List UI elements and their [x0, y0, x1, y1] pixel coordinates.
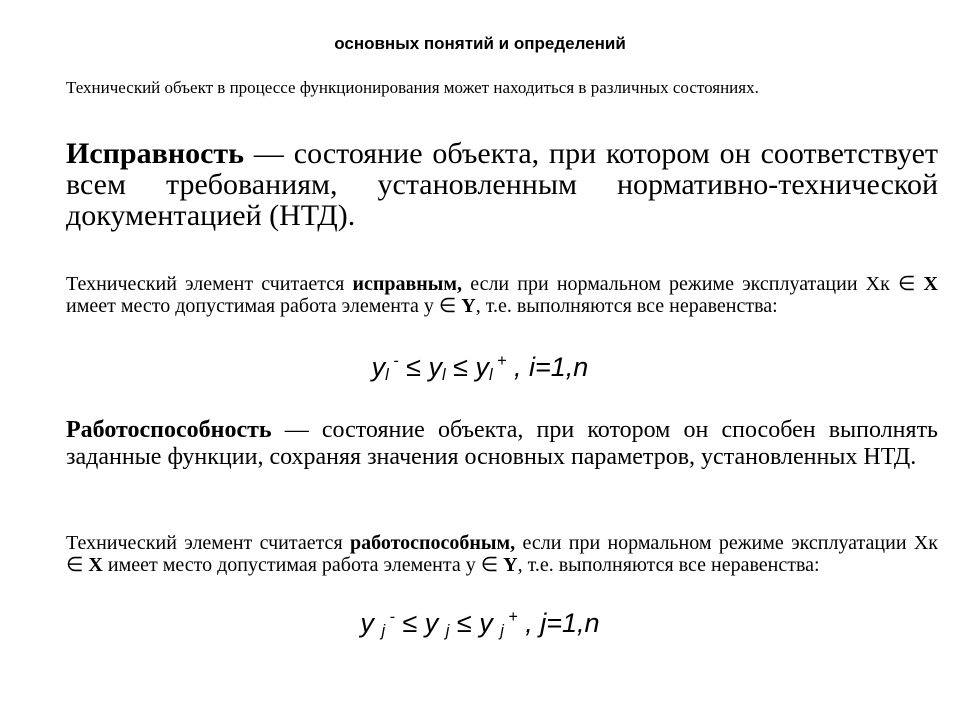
equation-part: y — [371, 352, 386, 382]
equation-superscript: - — [388, 352, 399, 370]
equation-subscript: j — [500, 622, 504, 640]
definition-term: Исправность — [66, 137, 245, 170]
equation-part: ≤ y — [394, 608, 446, 638]
definition-term: Работоспособность — [66, 417, 272, 443]
equation-part: ≤ y — [445, 352, 489, 382]
equation-superscript: + — [503, 608, 518, 626]
paragraph-text: Технический элемент считается — [66, 273, 353, 295]
paragraph-text: имеет место допустимая работа элемента y ∈ — [66, 295, 462, 317]
definition-text: — состояние объекта, при котором он соответствует всем требованиям, установленным нормативно-технической документацией (НТД). — [66, 137, 938, 232]
equation-part: , j=1,n — [517, 608, 600, 638]
equation-subscript: l — [385, 366, 389, 384]
definition-operability — [66, 417, 938, 471]
equation-part: ≤ y — [449, 608, 501, 638]
page-title: основных понятий и определений — [334, 34, 626, 53]
equation-part: y — [360, 608, 382, 638]
equation-part: , i=1,n — [506, 352, 589, 382]
set-symbol: Y — [503, 554, 518, 576]
set-symbol: Y — [461, 295, 476, 317]
equation-subscript: l — [442, 366, 446, 384]
paragraph-text: имеет место допустимая работа элемента y ∈ — [102, 554, 504, 576]
operable-condition-paragraph — [66, 532, 938, 576]
definition-text: — состояние объекта, при котором он способен выполнять заданные функции, сохраняя значения основных параметров, установленных НТД. — [66, 417, 938, 470]
set-symbol: X — [88, 554, 103, 576]
paragraph-text: , т.е. выполняются все неравенства: — [517, 554, 820, 576]
equation-subscript: j — [381, 622, 386, 640]
paragraph-text: , т.е. выполняются все неравенства: — [475, 295, 778, 317]
equation-superscript: + — [492, 352, 507, 370]
equation-subscript: j — [445, 622, 450, 640]
paragraph-emphasis: работоспособным, — [349, 532, 516, 554]
intro-paragraph: Технический объект в процессе функционирования может находиться в различных состояниях. — [66, 78, 759, 97]
set-symbol: X — [923, 273, 938, 295]
equation-part: ≤ y — [398, 352, 442, 382]
equation-subscript: l — [488, 366, 493, 384]
paragraph-text: если при нормальном режиме эксплуатации Хк ∈ — [462, 273, 924, 295]
inequality-serviceable — [0, 352, 960, 385]
equation-superscript: - — [385, 608, 395, 626]
paragraph-text: Технический элемент считается — [66, 532, 350, 554]
paragraph-text: если при нормальном режиме эксплуатации Хк ∈ — [66, 532, 938, 576]
paragraph-emphasis: исправным, — [352, 273, 463, 295]
inequality-operable — [0, 608, 960, 641]
definition-serviceability — [66, 138, 938, 231]
serviceable-condition-paragraph — [66, 273, 938, 317]
